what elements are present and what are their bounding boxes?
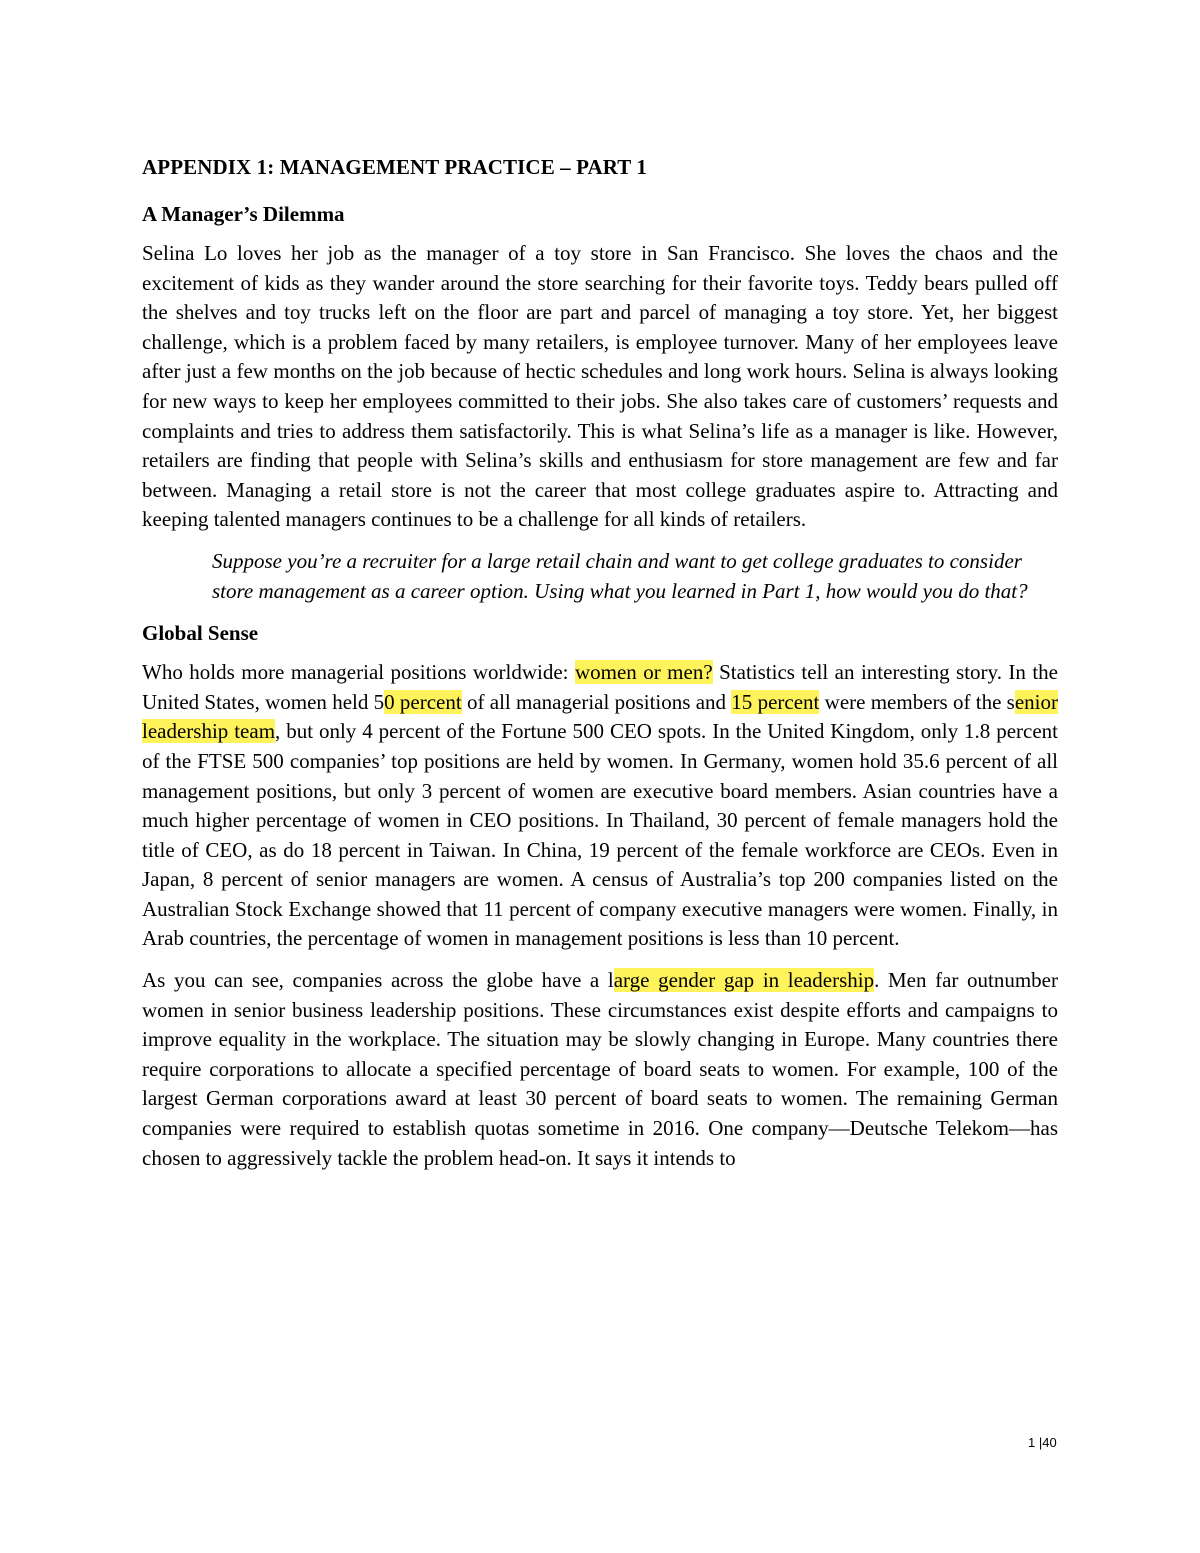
text-run: Who holds more managerial positions worldwide: xyxy=(142,660,575,685)
managers-dilemma-title: A Manager’s Dilemma xyxy=(142,202,345,226)
managers-dilemma-paragraph: Selina Lo loves her job as the manager of a toy store in San Francisco. She loves the chaos and the excitement of kids as they wander around the store searching for their favorite toys. Teddy bears pulled off the shelves and toy trucks left on the floor are part and parcel of managing a toy store. Yet, her biggest challenge, which is a problem faced by many retailers, is employee turnover. Many of her employees leave after just a few months on the job because of hectic schedules and long work hours. Selina is always looking for new ways to keep her employees committed to their jobs. She also takes care of customers’ requests and complaints and tries to address them satisfactorily. This is what Selina’s life as a manager is like. However, retailers are finding that people with Selina’s skills and enthusiasm for store management are few and far between. Managing a retail store is not the career that most college graduates aspire to. Attracting and keeping talented managers continues to be a challenge for all kinds of retailers. xyxy=(142,241,1058,532)
managers-dilemma-question: Suppose you’re a recruiter for a large retail chain and want to get college graduates to consider store management as a career option. Using what you learned in Part 1, how would you do that? xyxy=(212,548,1028,603)
global-sense-title: Global Sense xyxy=(142,621,259,646)
global-sense-paragraph-2 xyxy=(142,966,1058,1173)
text-run: . Men far outnumber women in senior business leadership positions. These circumstances exist despite efforts and campaigns to improve equality in the workplace. The situation may be slowly changing in Europe. Many countries there require corporations to allocate a specified percentage of board seats to women. For example, 100 of the largest German corporations award at least 30 percent of board seats to women. The remaining German companies were required to establish quotas sometime in 2016. One company—Deutsche Telekom—has chosen to aggressively tackle the problem head-on. It says it intends to xyxy=(142,968,1058,1170)
highlighted-text: 15 percent xyxy=(731,689,820,714)
text-run: , but only 4 percent of the Fortune 500 CEO spots. In the United Kingdom, only 1.8 percent of the FTSE 500 companies’ top positions are held by women. In Germany, women hold 35.6 percent of all management positions, but only 3 percent of women are executive board members. Asian countries have a much higher percentage of women in CEO positions. In Thailand, 30 percent of female managers hold the title of CEO, as do 18 percent in Taiwan. In China, 19 percent of the female workforce are CEOs. Even in Japan, 8 percent of senior managers are women. A census of Australia’s top 200 companies listed on the Australian Stock Exchange showed that 11 percent of company executive managers were women. Finally, in Arab countries, the percentage of women in management positions is less than 10 percent. xyxy=(142,719,1058,951)
text-run: As you can see, companies across the globe have a l xyxy=(142,968,614,993)
text-run: of all managerial positions and xyxy=(461,689,732,714)
highlighted-text: arge gender gap in leadership xyxy=(613,968,875,993)
highlighted-text: 0 percent xyxy=(384,689,462,714)
text-run: Statistics tell an interesting story. In the United States, women held 5 xyxy=(142,660,1058,714)
global-sense-paragraph-1 xyxy=(142,658,1058,954)
page-content xyxy=(142,152,1058,1185)
highlighted-text: women or men? xyxy=(574,660,713,685)
appendix-heading: APPENDIX 1: MANAGEMENT PRACTICE – PART 1 xyxy=(142,155,647,179)
highlighted-text: enior leadership team xyxy=(142,689,1058,744)
text-run: were members of the s xyxy=(819,689,1015,714)
page-number: 1 |40 xyxy=(1028,1435,1057,1450)
